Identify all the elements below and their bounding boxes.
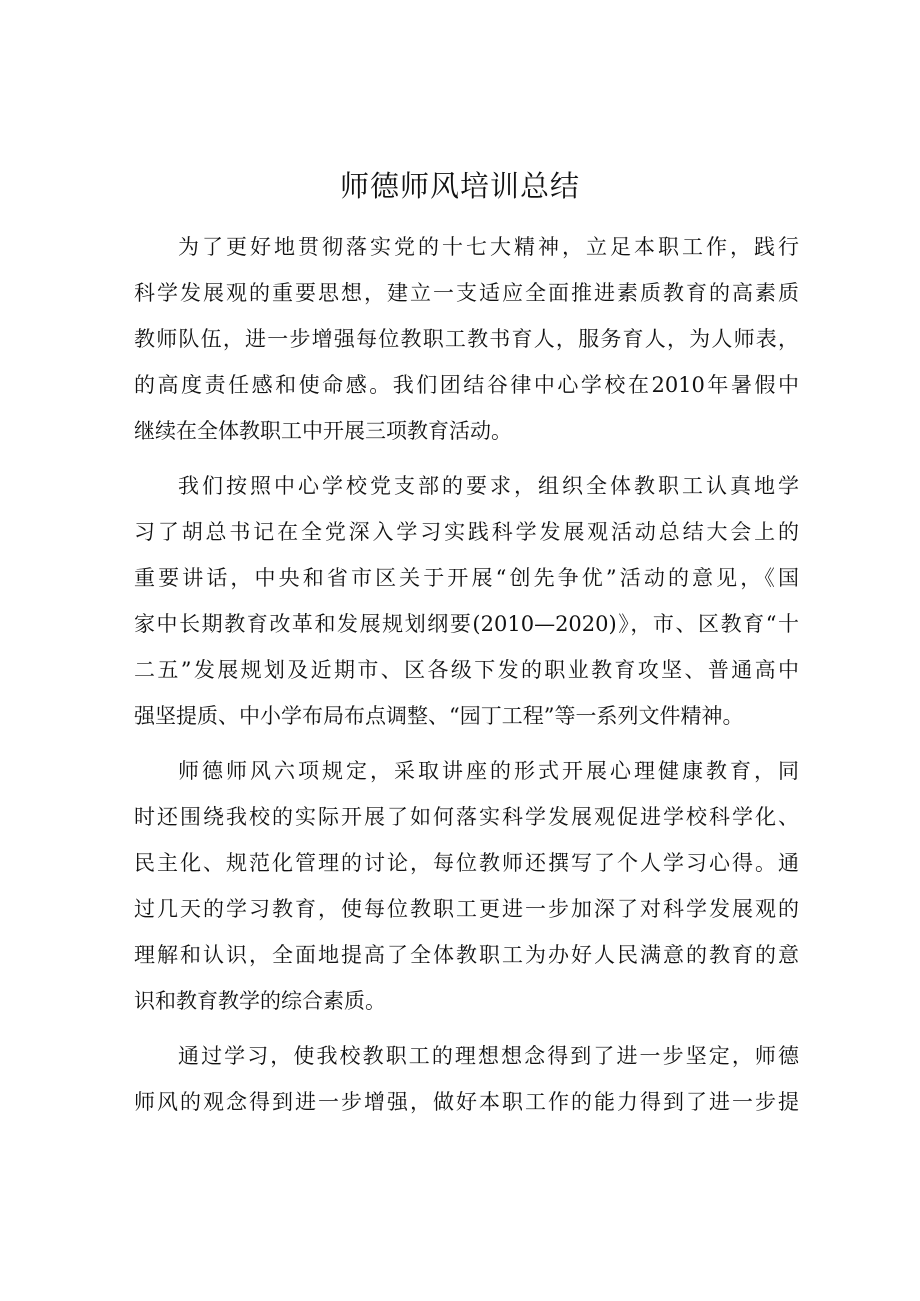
document-title: 师德师风培训总结 <box>339 169 580 203</box>
paragraph-1 <box>134 224 799 454</box>
paragraph-line: 教师队伍，进一步增强每位教职工教书育人，服务育人，为人师表， <box>134 327 799 351</box>
paragraph-line: 继续在全体教职工中开展三项教育活动。 <box>134 419 512 443</box>
paragraph-line: 强坚提质、中小学布局布点调整、“园丁工程”等一系列文件精神。 <box>134 704 744 728</box>
paragraph-line: 为了更好地贯彻落实党的十七大精神，立足本职工作，践行 <box>178 235 799 259</box>
paragraph-line: 理解和认识，全面地提高了全体教职工为办好人民满意的教育的意 <box>134 943 799 967</box>
paragraph-line: 科学发展观的重要思想，建立一支适应全面推进素质教育的高素质 <box>134 281 799 305</box>
paragraph-line: 师风的观念得到进一步增强，做好本职工作的能力得到了进一步提 <box>134 1090 799 1114</box>
paragraph-line: 识和教育教学的综合素质。 <box>134 989 386 1013</box>
paragraph-2 <box>134 463 799 739</box>
paragraph-line: 重要讲话，中央和省市区关于开展“创先争优”活动的意见，《国 <box>134 566 799 590</box>
paragraph-line: 我们按照中心学校党支部的要求，组织全体教职工认真地学 <box>178 474 799 498</box>
paragraph-line: 师德师风六项规定，采取讲座的形式开展心理健康教育，同 <box>178 759 799 783</box>
paragraph-line: 时还围绕我校的实际开展了如何落实科学发展观促进学校科学化、 <box>134 805 799 829</box>
paragraph-line: 习了胡总书记在全党深入学习实践科学发展观活动总结大会上的 <box>134 520 799 544</box>
paragraph-line: 过几天的学习教育，使每位教职工更进一步加深了对科学发展观的 <box>134 897 799 921</box>
paragraph-line: 的高度责任感和使命感。我们团结谷律中心学校在2010年暑假中 <box>134 373 799 397</box>
paragraph-line: 民主化、规范化管理的讨论，每位教师还撰写了个人学习心得。通 <box>134 851 799 875</box>
paragraph-line: 二五”发展规划及近期市、区各级下发的职业教育攻坚、普通高中 <box>134 658 799 682</box>
paragraph-4 <box>134 1033 799 1125</box>
paragraph-line: 家中长期教育改革和发展规划纲要(2010—2020)》，市、区教育“十 <box>134 612 799 636</box>
paragraph-line: 通过学习，使我校教职工的理想想念得到了进一步坚定，师德 <box>178 1044 799 1068</box>
paragraph-3 <box>134 748 799 1024</box>
document-body <box>134 224 799 1134</box>
